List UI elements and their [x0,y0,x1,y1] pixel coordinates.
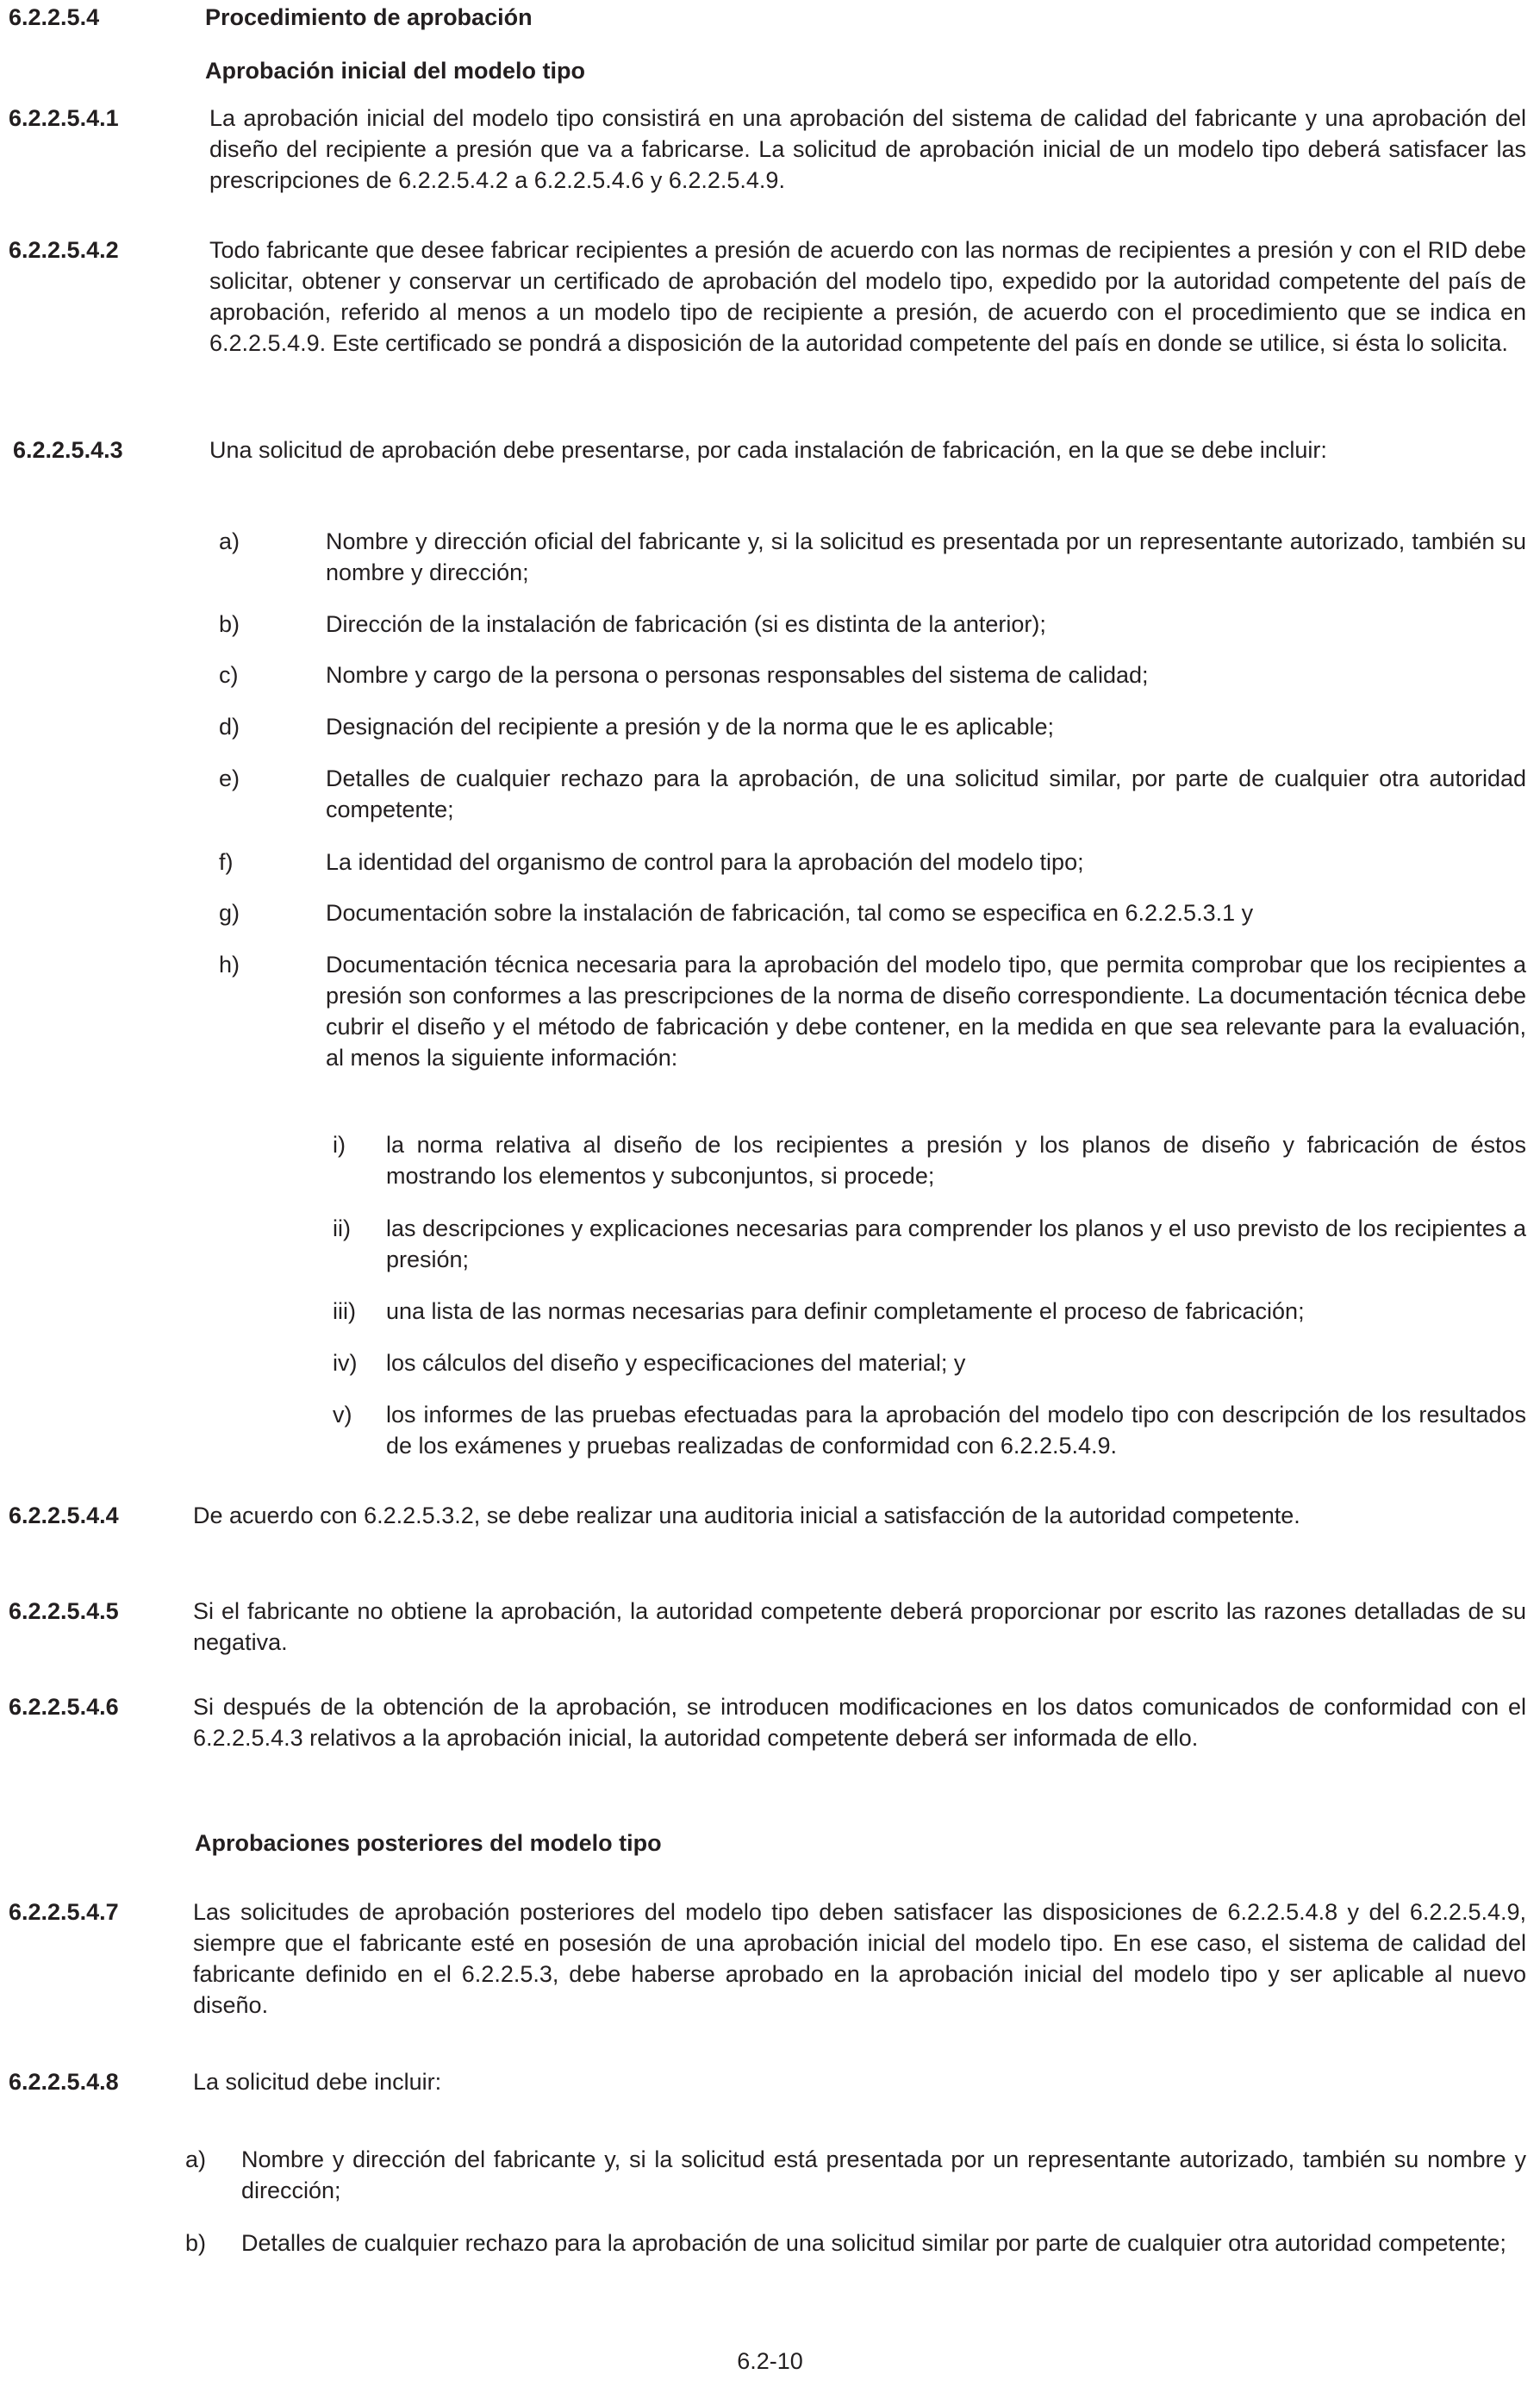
sub-list-item-text: los cálculos del diseño y especificaciones del material; y [386,1350,966,1376]
list-item-label: d) [219,714,240,740]
list-item-label: e) [219,765,240,791]
paragraph-number: 6.2.2.5.4.2 [9,237,119,263]
paragraph-text: De acuerdo con 6.2.2.5.3.2, se debe realizar una auditoria inicial a satisfacción de la autoridad competente. [193,1503,1300,1528]
list-item-text: Documentación sobre la instalación de fabricación, tal como se especifica en 6.2.2.5.3.1 y [326,900,1254,926]
list-item-text: Designación del recipiente a presión y de la norma que le es aplicable; [326,714,1055,740]
paragraph-text: La solicitud debe incluir: [193,2069,442,2095]
sub-list-item-text: una lista de las normas necesarias para definir completamente el proceso de fabricación; [386,1298,1305,1324]
paragraph-text: Una solicitud de aprobación debe presentarse, por cada instalación de fabricación, en la que se debe incluir: [209,437,1327,463]
list-item-text: Nombre y dirección del fabricante y, si la solicitud está presentada por un representante autorizado, también su nombre y dirección; [241,2146,1526,2203]
paragraph-number: 6.2.2.5.4.1 [9,105,119,131]
section-title: Procedimiento de aprobación [205,4,533,30]
list-item-text: Nombre y dirección oficial del fabricante y, si la solicitud es presentada por un representante autorizado, también su nombre y dirección; [326,528,1526,585]
paragraph-text: Todo fabricante que desee fabricar recipientes a presión de acuerdo con las normas de recipientes a presión y con el RID debe solicitar, obtener y conservar un certificado de aprobación del modelo tipo, expedido por la autoridad competente del país de aprobación, referido al menos a un modelo tipo de recipiente a presión, de acuerdo con el procedimiento que se indica en 6.2.2.5.4.9. Este certificado se pondrá a disposición de la autoridad competente del país en donde se utilice, si ésta lo solicita. [209,237,1526,356]
sub-list-item-text: los informes de las pruebas efectuadas para la aprobación del modelo tipo con descripción de los resultados de los exámenes y pruebas realizadas de conformidad con 6.2.2.5.4.9. [386,1402,1526,1459]
list-item-text: Detalles de cualquier rechazo para la aprobación de una solicitud similar por parte de cualquier otra autoridad competente; [241,2230,1506,2256]
paragraph-text: Si el fabricante no obtiene la aprobación, la autoridad competente deberá proporcionar por escrito las razones detalladas de su negativa. [193,1598,1526,1655]
list-item-label: a) [185,2146,207,2172]
paragraph-text: Si después de la obtención de la aprobación, se introducen modificaciones en los datos comunicados de conformidad con el 6.2.2.5.4.3 relativos a la aprobación inicial, la autoridad competente deberá ser informada de ello. [193,1694,1526,1751]
subheading-initial-approval: Aprobación inicial del modelo tipo [205,58,586,84]
sub-list-item-label: i) [333,1132,346,1158]
list-item-label: h) [219,952,240,978]
list-item-label: b) [185,2230,207,2256]
list-item-text: Nombre y cargo de la persona o personas responsables del sistema de calidad; [326,662,1149,688]
paragraph-number: 6.2.2.5.4.4 [9,1503,119,1528]
list-item-label: a) [219,528,240,554]
paragraph-number: 6.2.2.5.4.8 [9,2069,119,2095]
list-item-label: c) [219,662,239,688]
sub-list-item-text: la norma relativa al diseño de los recipientes a presión y los planos de diseño y fabricación de éstos mostrando los elementos y subconjuntos, si procede; [386,1132,1526,1189]
paragraph-text: Las solicitudes de aprobación posteriores del modelo tipo deben satisfacer las disposiciones de 6.2.2.5.4.8 y del 6.2.2.5.4.9, siempre que el fabricante esté en posesión de una aprobación inicial del modelo tipo. En ese caso, el sistema de calidad del fabricante definido en el 6.2.2.5.3, debe haberse aprobado en la aprobación inicial del modelo tipo y ser aplicable al nuevo diseño. [193,1899,1526,2018]
paragraph-number: 6.2.2.5.4.5 [9,1598,119,1624]
sub-list-item-label: iv) [333,1350,358,1376]
subheading-later-approvals: Aprobaciones posteriores del modelo tipo [195,1830,662,1856]
list-item-text: Detalles de cualquier rechazo para la aprobación, de una solicitud similar, por parte de cualquier otra autoridad competente; [326,765,1526,822]
page-number: 6.2-10 [737,2348,803,2374]
section-number: 6.2.2.5.4 [9,4,100,30]
list-item-text: Dirección de la instalación de fabricación (si es distinta de la anterior); [326,611,1046,637]
sub-list-item-label: v) [333,1402,352,1428]
list-item-label: b) [219,611,240,637]
paragraph-number: 6.2.2.5.4.3 [13,437,123,463]
list-item-text: Documentación técnica necesaria para la aprobación del modelo tipo, que permita comprobar que los recipientes a presión son conformes a las prescripciones de la norma de diseño correspondiente. La documentación técnica debe cubrir el diseño y el método de fabricación y debe contener, en la medida en que sea relevante para la evaluación, al menos la siguiente información: [326,952,1526,1071]
paragraph-number: 6.2.2.5.4.7 [9,1899,119,1925]
list-item-label: f) [219,849,234,875]
sub-list-item-text: las descripciones y explicaciones necesarias para comprender los planos y el uso previsto de los recipientes a presión; [386,1215,1526,1272]
list-item-text: La identidad del organismo de control para la aprobación del modelo tipo; [326,849,1084,875]
sub-list-item-label: iii) [333,1298,356,1324]
paragraph-text: La aprobación inicial del modelo tipo consistirá en una aprobación del sistema de calidad del fabricante y una aprobación del diseño del recipiente a presión que va a fabricarse. La solicitud de aprobación inicial de un modelo tipo deberá satisfacer las prescripciones de 6.2.2.5.4.2 a 6.2.2.5.4.6 y 6.2.2.5.4.9. [209,105,1526,193]
list-item-label: g) [219,900,240,926]
paragraph-number: 6.2.2.5.4.6 [9,1694,119,1720]
sub-list-item-label: ii) [333,1215,351,1241]
